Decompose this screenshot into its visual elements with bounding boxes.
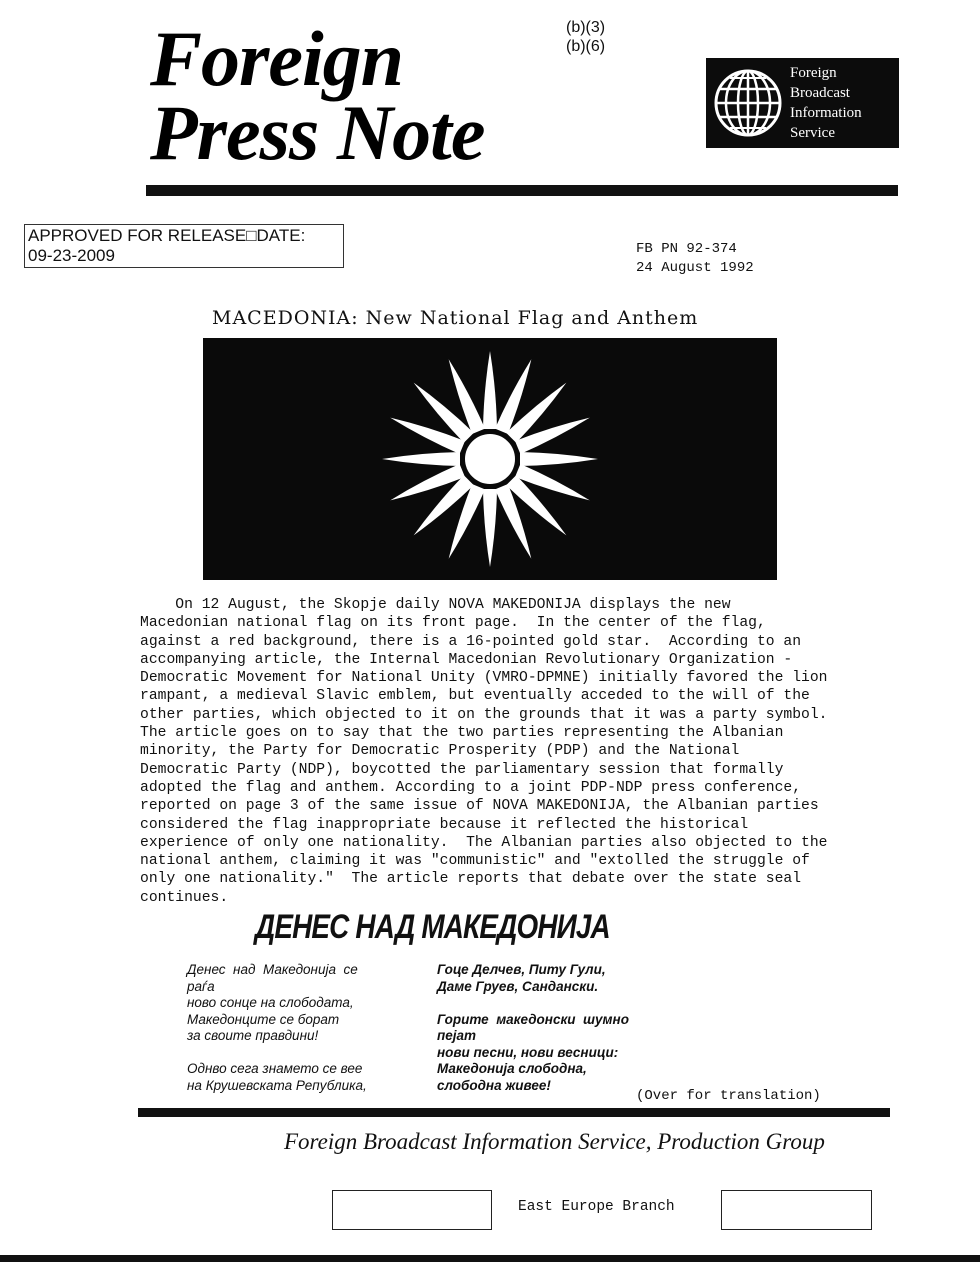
logo-line: Service [790, 125, 835, 141]
anthem-title: ДЕНЕС НАД МАКЕДОНИЈА [255, 908, 610, 946]
masthead-title-line2: Press Note [150, 89, 485, 176]
fbis-logo-text [790, 63, 862, 143]
logo-line: Foreign [790, 65, 837, 81]
macedonian-flag-image [203, 338, 777, 580]
routing-box-left [332, 1190, 492, 1230]
sun-disc [465, 434, 515, 484]
branch-label: East Europe Branch [518, 1199, 675, 1215]
anthem-lyrics-right: Гоце Делчев, Питу Гули, Даме Груев, Сандански. Горите македонски шумно пејат нови песни, нови весници: Македонија слободна, слободна живее! [437, 962, 629, 1093]
release-stamp-date: 09-23-2009 [28, 246, 115, 265]
footer-rule [138, 1108, 890, 1117]
exemption-code-b3: (b)(3) [566, 19, 606, 36]
release-stamp [24, 224, 344, 268]
document-id: FB PN 92-374 [636, 241, 737, 257]
fbis-logo [706, 58, 899, 148]
document-date: 24 August 1992 [636, 260, 754, 276]
exemption-code-b6: (b)(6) [566, 38, 606, 55]
masthead-title [150, 15, 485, 176]
release-stamp-label: APPROVED FOR RELEASE□DATE: [28, 226, 306, 245]
logo-line: Information [790, 105, 862, 121]
globe-icon [712, 67, 784, 139]
routing-box-right [721, 1190, 872, 1230]
anthem-lyrics-left: Денес над Македонија се раѓа ново сонце на слободата, Македонците се борат за своите правдини! Однво сега знамето се вее на Крушевската Република, [187, 962, 367, 1093]
logo-line: Broadcast [790, 85, 850, 101]
article-body: On 12 August, the Skopje daily NOVA MAKEDONIJA displays the new Macedonian national flag on its front page. In the center of the flag, against a red background, there is a 16-pointed gold star. According to an accompanying article, the Internal Macedonian Revolutionary Organization - Democratic Movement for National Unity (VMRO-DPMNE) initially favored the lion rampant, a medieval Slavic emblem, but eventually acceded to the will of the other parties, which objected to it on the grounds that it was a party symbol. The article goes on to say that the two parties representing the Albanian minority, the Party for Democratic Prosperity (PDP) and the National Democratic Party (NDP), boycotted the parliamentary session that formally adopted the flag and anthem. According to a joint PDP-NDP press conference, reported on page 3 of the same issue of NOVA MAKEDONIJA, the Albanian parties considered the flag inappropriate because it reflected the historical experience of only one nationality. The Albanian parties also objected to the national anthem, claiming it was "communistic" and "extolled the struggle of only one nationality." The article reports that debate over the state seal continues. [140, 597, 828, 906]
footer-title: Foreign Broadcast Information Service, Production Group [284, 1129, 825, 1154]
exemption-codes [566, 18, 605, 56]
masthead-title-line1: Foreign [150, 15, 404, 102]
translation-note: (Over for translation) [636, 1088, 821, 1104]
document-meta [636, 240, 754, 278]
headline: MACEDONIA: New National Flag and Anthem [212, 307, 699, 329]
header-rule [146, 185, 898, 196]
page-bottom-rule [0, 1255, 980, 1262]
